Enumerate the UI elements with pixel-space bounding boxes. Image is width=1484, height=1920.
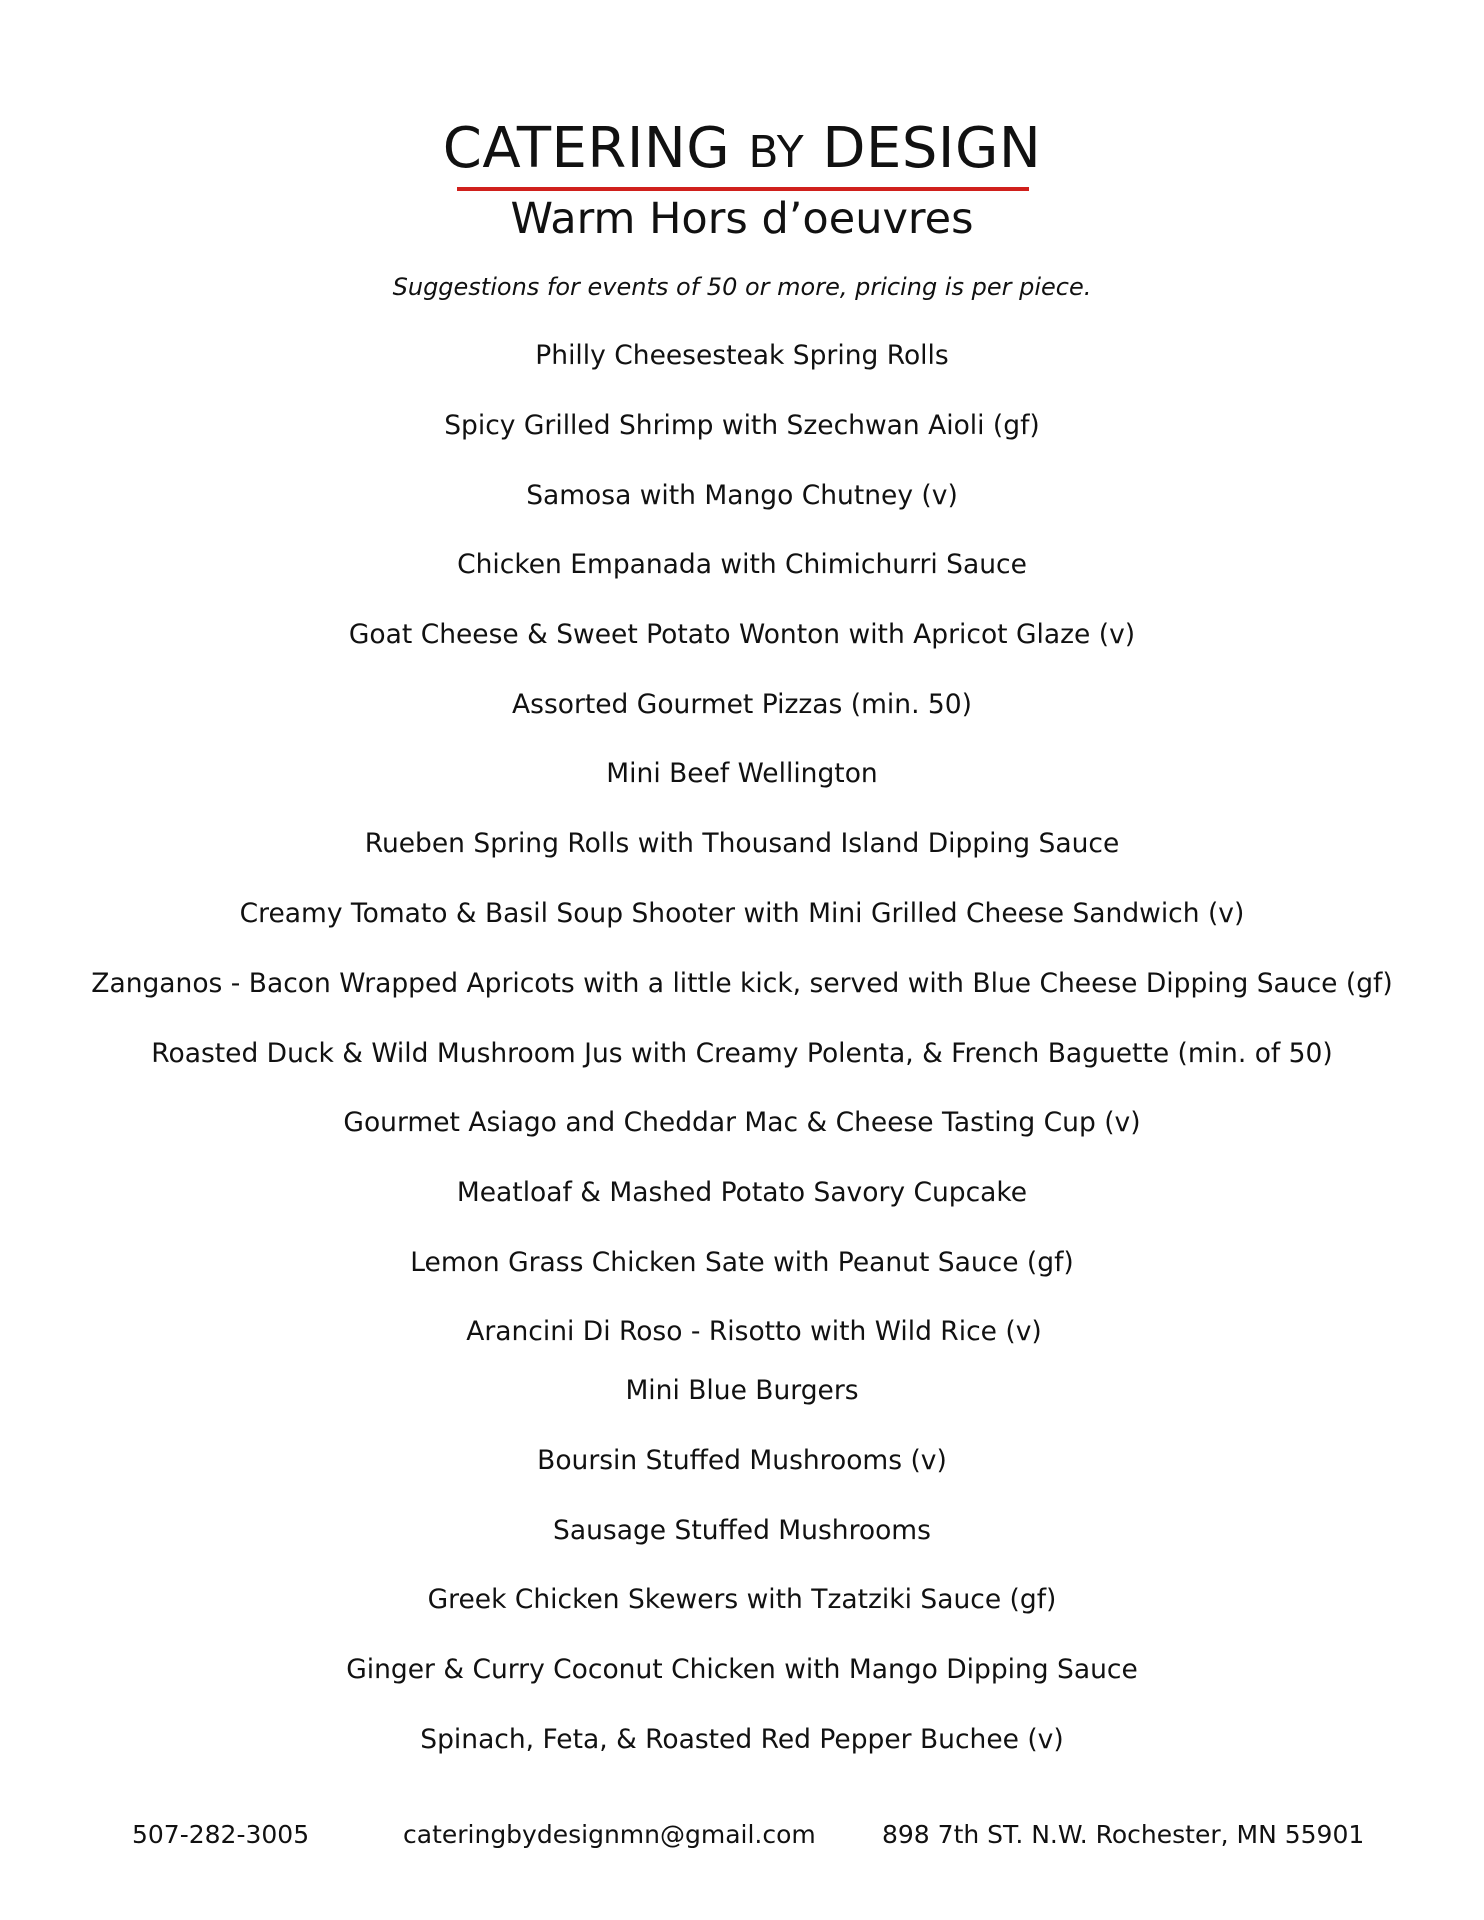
menu-item: Chicken Empanada with Chimichurri Sauce	[457, 549, 1027, 580]
menu-item: Boursin Stuffed Mushrooms (v)	[537, 1445, 947, 1476]
pricing-note: Suggestions for events of 50 or more, pricing is per piece.	[392, 273, 1092, 301]
menu-item: Roasted Duck & Wild Mushroom Jus with Creamy Polenta, & French Baguette (min. of 50)	[151, 1038, 1333, 1069]
menu-item: Greek Chicken Skewers with Tzatziki Sauce (gf)	[427, 1584, 1057, 1615]
menu-item: Spicy Grilled Shrimp with Szechwan Aioli (gf)	[444, 410, 1040, 441]
menu-item: Sausage Stuffed Mushrooms	[553, 1515, 931, 1546]
menu-item: Lemon Grass Chicken Sate with Peanut Sauce (gf)	[410, 1247, 1074, 1278]
menu-item: Goat Cheese & Sweet Potato Wonton with Apricot Glaze (v)	[348, 619, 1136, 650]
page-subtitle: Warm Hors d’oeuvres	[510, 194, 974, 244]
menu-item: Mini Beef Wellington	[606, 758, 878, 789]
menu-item: Ginger & Curry Coconut Chicken with Mango Dipping Sauce	[346, 1654, 1138, 1685]
menu-item: Gourmet Asiago and Cheddar Mac & Cheese Tasting Cup (v)	[343, 1107, 1141, 1138]
menu-item: Zanganos - Bacon Wrapped Apricots with a little kick, served with Blue Cheese Dipping Sauce (gf)	[91, 968, 1393, 999]
menu-item: Assorted Gourmet Pizzas (min. 50)	[512, 689, 972, 720]
menu-item: Philly Cheesesteak Spring Rolls	[535, 340, 949, 371]
menu-item: Creamy Tomato & Basil Soup Shooter with Mini Grilled Cheese Sandwich (v)	[239, 898, 1245, 929]
brand-title-part2: BY	[748, 127, 805, 178]
menu-item: Arancini Di Roso - Risotto with Wild Rice (v)	[466, 1316, 1042, 1347]
menu-item: Spinach, Feta, & Roasted Red Pepper Buchee (v)	[420, 1724, 1064, 1755]
menu-item: Rueben Spring Rolls with Thousand Island Dipping Sauce	[364, 828, 1120, 859]
brand-title	[443, 116, 1041, 186]
menu-item: Samosa with Mango Chutney (v)	[526, 480, 958, 511]
footer-email: cateringbydesignmn@gmail.com	[403, 1820, 816, 1849]
brand-title-part3: DESIGN	[804, 116, 1042, 181]
menu-item: Mini Blue Burgers	[625, 1375, 859, 1406]
red-divider	[457, 187, 1029, 191]
header	[0, 116, 1484, 186]
brand-title-part1: CATERING	[442, 116, 749, 181]
footer-phone: 507-282-3005	[132, 1820, 310, 1849]
menu-item: Meatloaf & Mashed Potato Savory Cupcake	[456, 1177, 1028, 1208]
footer-address: 898 7th ST. N.W. Rochester, MN 55901	[882, 1820, 1365, 1849]
